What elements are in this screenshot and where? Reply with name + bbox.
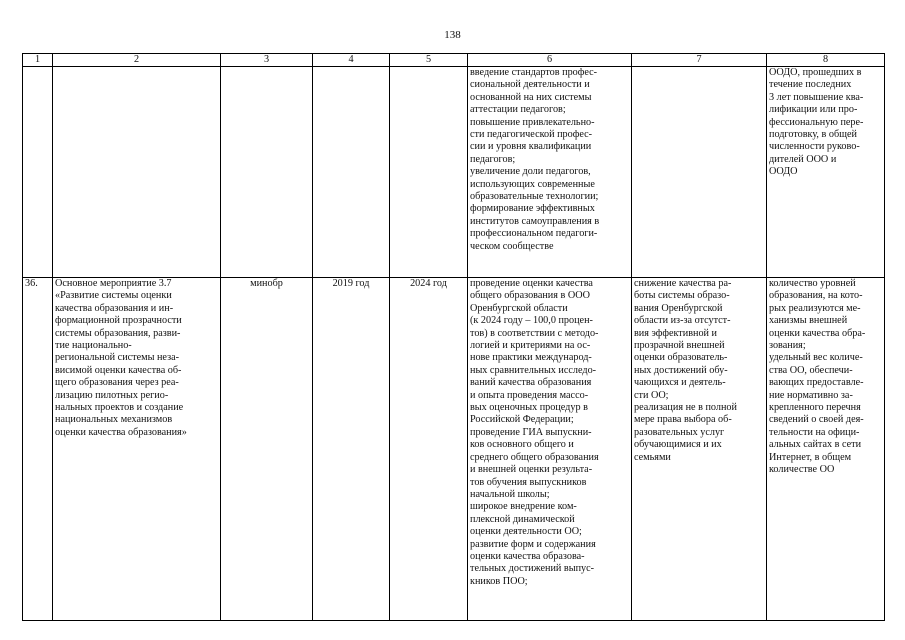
- row-number: 36.: [23, 278, 53, 621]
- text-line: повышение привлекательно-: [470, 116, 595, 128]
- text-line: вающих предоставле-: [769, 377, 864, 389]
- text-line: чающихся и деятель-: [634, 377, 726, 389]
- cell-measure-name: [53, 278, 221, 621]
- text-line: ных достижений обу-: [634, 364, 728, 376]
- text-line: ства ОО, обеспечи-: [769, 364, 853, 376]
- text-line: сти ОО;: [634, 389, 669, 401]
- text-line: ООДО: [769, 166, 798, 178]
- text-line: профессиональном педагоги-: [470, 228, 598, 240]
- text-line: оценки качества обра-: [769, 327, 866, 339]
- text-line: нове практики международ-: [470, 352, 592, 364]
- text-line: оценки качества образования»: [55, 426, 187, 438]
- text-line: использующих современные: [470, 178, 595, 190]
- text-line: и внешней оценки результа-: [470, 464, 593, 476]
- text-line: лификации или про-: [769, 104, 858, 116]
- text-line: фессиональную пере-: [769, 116, 864, 128]
- table-cell: [632, 67, 767, 278]
- text-line: щего образования через реа-: [55, 377, 179, 389]
- cell-indicators: [767, 67, 885, 278]
- cell-text-lines: [470, 67, 629, 253]
- text-line: количество уровней: [769, 278, 856, 289]
- text-line: среднего общего образования: [470, 451, 599, 463]
- table-cell: [390, 67, 468, 278]
- column-header: 7: [632, 54, 767, 67]
- text-line: нальных проектов и создание: [55, 402, 184, 414]
- text-line: общего образования в ООО: [470, 290, 590, 302]
- text-line: подготовку, в общей: [769, 129, 857, 141]
- text-line: обучающимися и их: [634, 439, 722, 451]
- text-line: зования;: [769, 340, 806, 352]
- text-line: дителей ООО и: [769, 153, 837, 165]
- text-line: кников ПОО;: [470, 575, 528, 587]
- page-number: 138: [444, 29, 461, 41]
- table-cell: [313, 67, 390, 278]
- text-line: ков основного общего и: [470, 439, 574, 451]
- text-line: вия эффективной и: [634, 327, 717, 339]
- text-line: институтов самоуправления в: [470, 215, 600, 227]
- text-line: национальных механизмов: [55, 414, 173, 426]
- text-line: логией и критериями на ос-: [470, 340, 591, 352]
- table-row-36: [23, 278, 885, 621]
- text-line: висимой оценки качества об-: [55, 364, 182, 376]
- text-line: тов) в соответствии с методо-: [470, 327, 599, 339]
- text-line: крепленного перечня: [769, 402, 861, 414]
- text-line: области из-за отсутст-: [634, 315, 731, 327]
- cell-end-year: 2024 год: [390, 278, 468, 621]
- column-header: 3: [221, 54, 313, 67]
- text-line: тельных достижений выпус-: [470, 563, 595, 575]
- text-line: увеличение доли педагогов,: [470, 166, 591, 178]
- text-line: Основное мероприятие 3.7: [55, 278, 172, 289]
- text-line: образовательные технологии;: [470, 191, 599, 203]
- text-line: вания Оренбургской: [634, 302, 723, 314]
- column-header: 6: [468, 54, 632, 67]
- text-line: оценки качества образова-: [470, 550, 585, 562]
- text-line: прозрачной внешней: [634, 340, 725, 352]
- text-line: разовательных услуг: [634, 426, 725, 438]
- text-line: Российской Федерации;: [470, 414, 574, 426]
- text-line: вых оценочных процедур в: [470, 402, 588, 414]
- text-line: лизацию пилотных регио-: [55, 389, 169, 401]
- text-line: сии и уровня квалификации: [470, 141, 592, 153]
- text-line: проведение ГИА выпускни-: [470, 426, 592, 438]
- column-header: 8: [767, 54, 885, 67]
- text-line: Интернет, в общем: [769, 451, 852, 463]
- table-cell: [221, 67, 313, 278]
- text-line: основанной на них системы: [470, 91, 592, 103]
- text-line: сиональной деятельности и: [470, 79, 590, 91]
- text-line: «Развитие системы оценки: [55, 290, 172, 302]
- text-line: рых реализуются ме-: [769, 302, 861, 314]
- cell-text-lines: [634, 278, 764, 464]
- text-line: сведений о своей дея-: [769, 414, 864, 426]
- text-line: удельный вес количе-: [769, 352, 863, 364]
- text-line: боты системы образо-: [634, 290, 730, 302]
- text-line: педагогов;: [470, 153, 516, 165]
- measures-table: [22, 53, 885, 621]
- cell-expected-results: [468, 278, 632, 621]
- text-line: региональной системы неза-: [55, 352, 180, 364]
- column-header: 2: [53, 54, 221, 67]
- text-line: сти педагогической профес-: [470, 129, 593, 141]
- text-line: семьями: [634, 451, 671, 463]
- text-line: 3 лет повышение ква-: [769, 91, 864, 103]
- column-header: 5: [390, 54, 468, 67]
- text-line: проведение оценки качества: [470, 278, 593, 289]
- text-line: образования, на кото-: [769, 290, 863, 302]
- column-header: 4: [313, 54, 390, 67]
- text-line: ных сравнительных исследо-: [470, 364, 597, 376]
- text-line: ханизмы внешней: [769, 315, 848, 327]
- cell-text-lines: [470, 278, 629, 588]
- table-cell: [53, 67, 221, 278]
- text-line: оценки деятельности ОО;: [470, 526, 582, 538]
- text-line: ческом сообществе: [470, 240, 554, 252]
- text-line: развитие форм и содержания: [470, 538, 596, 550]
- text-line: численности руково-: [769, 141, 860, 153]
- text-line: альных сайтах в сети: [769, 439, 862, 451]
- cell-text-lines: [55, 278, 218, 439]
- text-line: ваний качества образования: [470, 377, 592, 389]
- text-line: ООДО, прошедших в: [769, 67, 862, 78]
- text-line: широкое внедрение ком-: [470, 501, 577, 513]
- text-line: формационной прозрачности: [55, 315, 182, 327]
- text-line: оценки образователь-: [634, 352, 728, 364]
- text-line: формирование эффективных: [470, 203, 595, 215]
- text-line: течение последних: [769, 79, 852, 91]
- text-line: снижение качества ра-: [634, 278, 732, 289]
- column-header: 1: [23, 54, 53, 67]
- text-line: тие национально-: [55, 340, 132, 352]
- text-line: тельности на офици-: [769, 426, 860, 438]
- text-line: и опыта проведения массо-: [470, 389, 589, 401]
- text-line: Оренбургской области: [470, 302, 568, 314]
- text-line: ние нормативно за-: [769, 389, 853, 401]
- table-cell: [23, 67, 53, 278]
- text-line: начальной школы;: [470, 488, 550, 500]
- cell-tasks: [468, 67, 632, 278]
- text-line: качества образования и ин-: [55, 302, 174, 314]
- text-line: реализация не в полной: [634, 402, 737, 414]
- cell-executor: минобр: [221, 278, 313, 621]
- cell-start-year: 2019 год: [313, 278, 390, 621]
- text-line: плексной динамической: [470, 513, 575, 525]
- text-line: введение стандартов профес-: [470, 67, 598, 78]
- cell-text-lines: [769, 67, 882, 179]
- text-line: количестве ОО: [769, 464, 835, 476]
- text-line: аттестации педагогов;: [470, 104, 566, 116]
- text-line: мере права выбора об-: [634, 414, 732, 426]
- cell-consequences: [632, 278, 767, 621]
- header-row: [23, 54, 885, 67]
- text-line: тов обучения выпускников: [470, 476, 587, 488]
- text-line: (к 2024 году – 100,0 процен-: [470, 315, 593, 327]
- table-row-continuation: [23, 67, 885, 278]
- cell-text-lines: [769, 278, 882, 477]
- cell-indicators: [767, 278, 885, 621]
- text-line: системы образования, разви-: [55, 327, 181, 339]
